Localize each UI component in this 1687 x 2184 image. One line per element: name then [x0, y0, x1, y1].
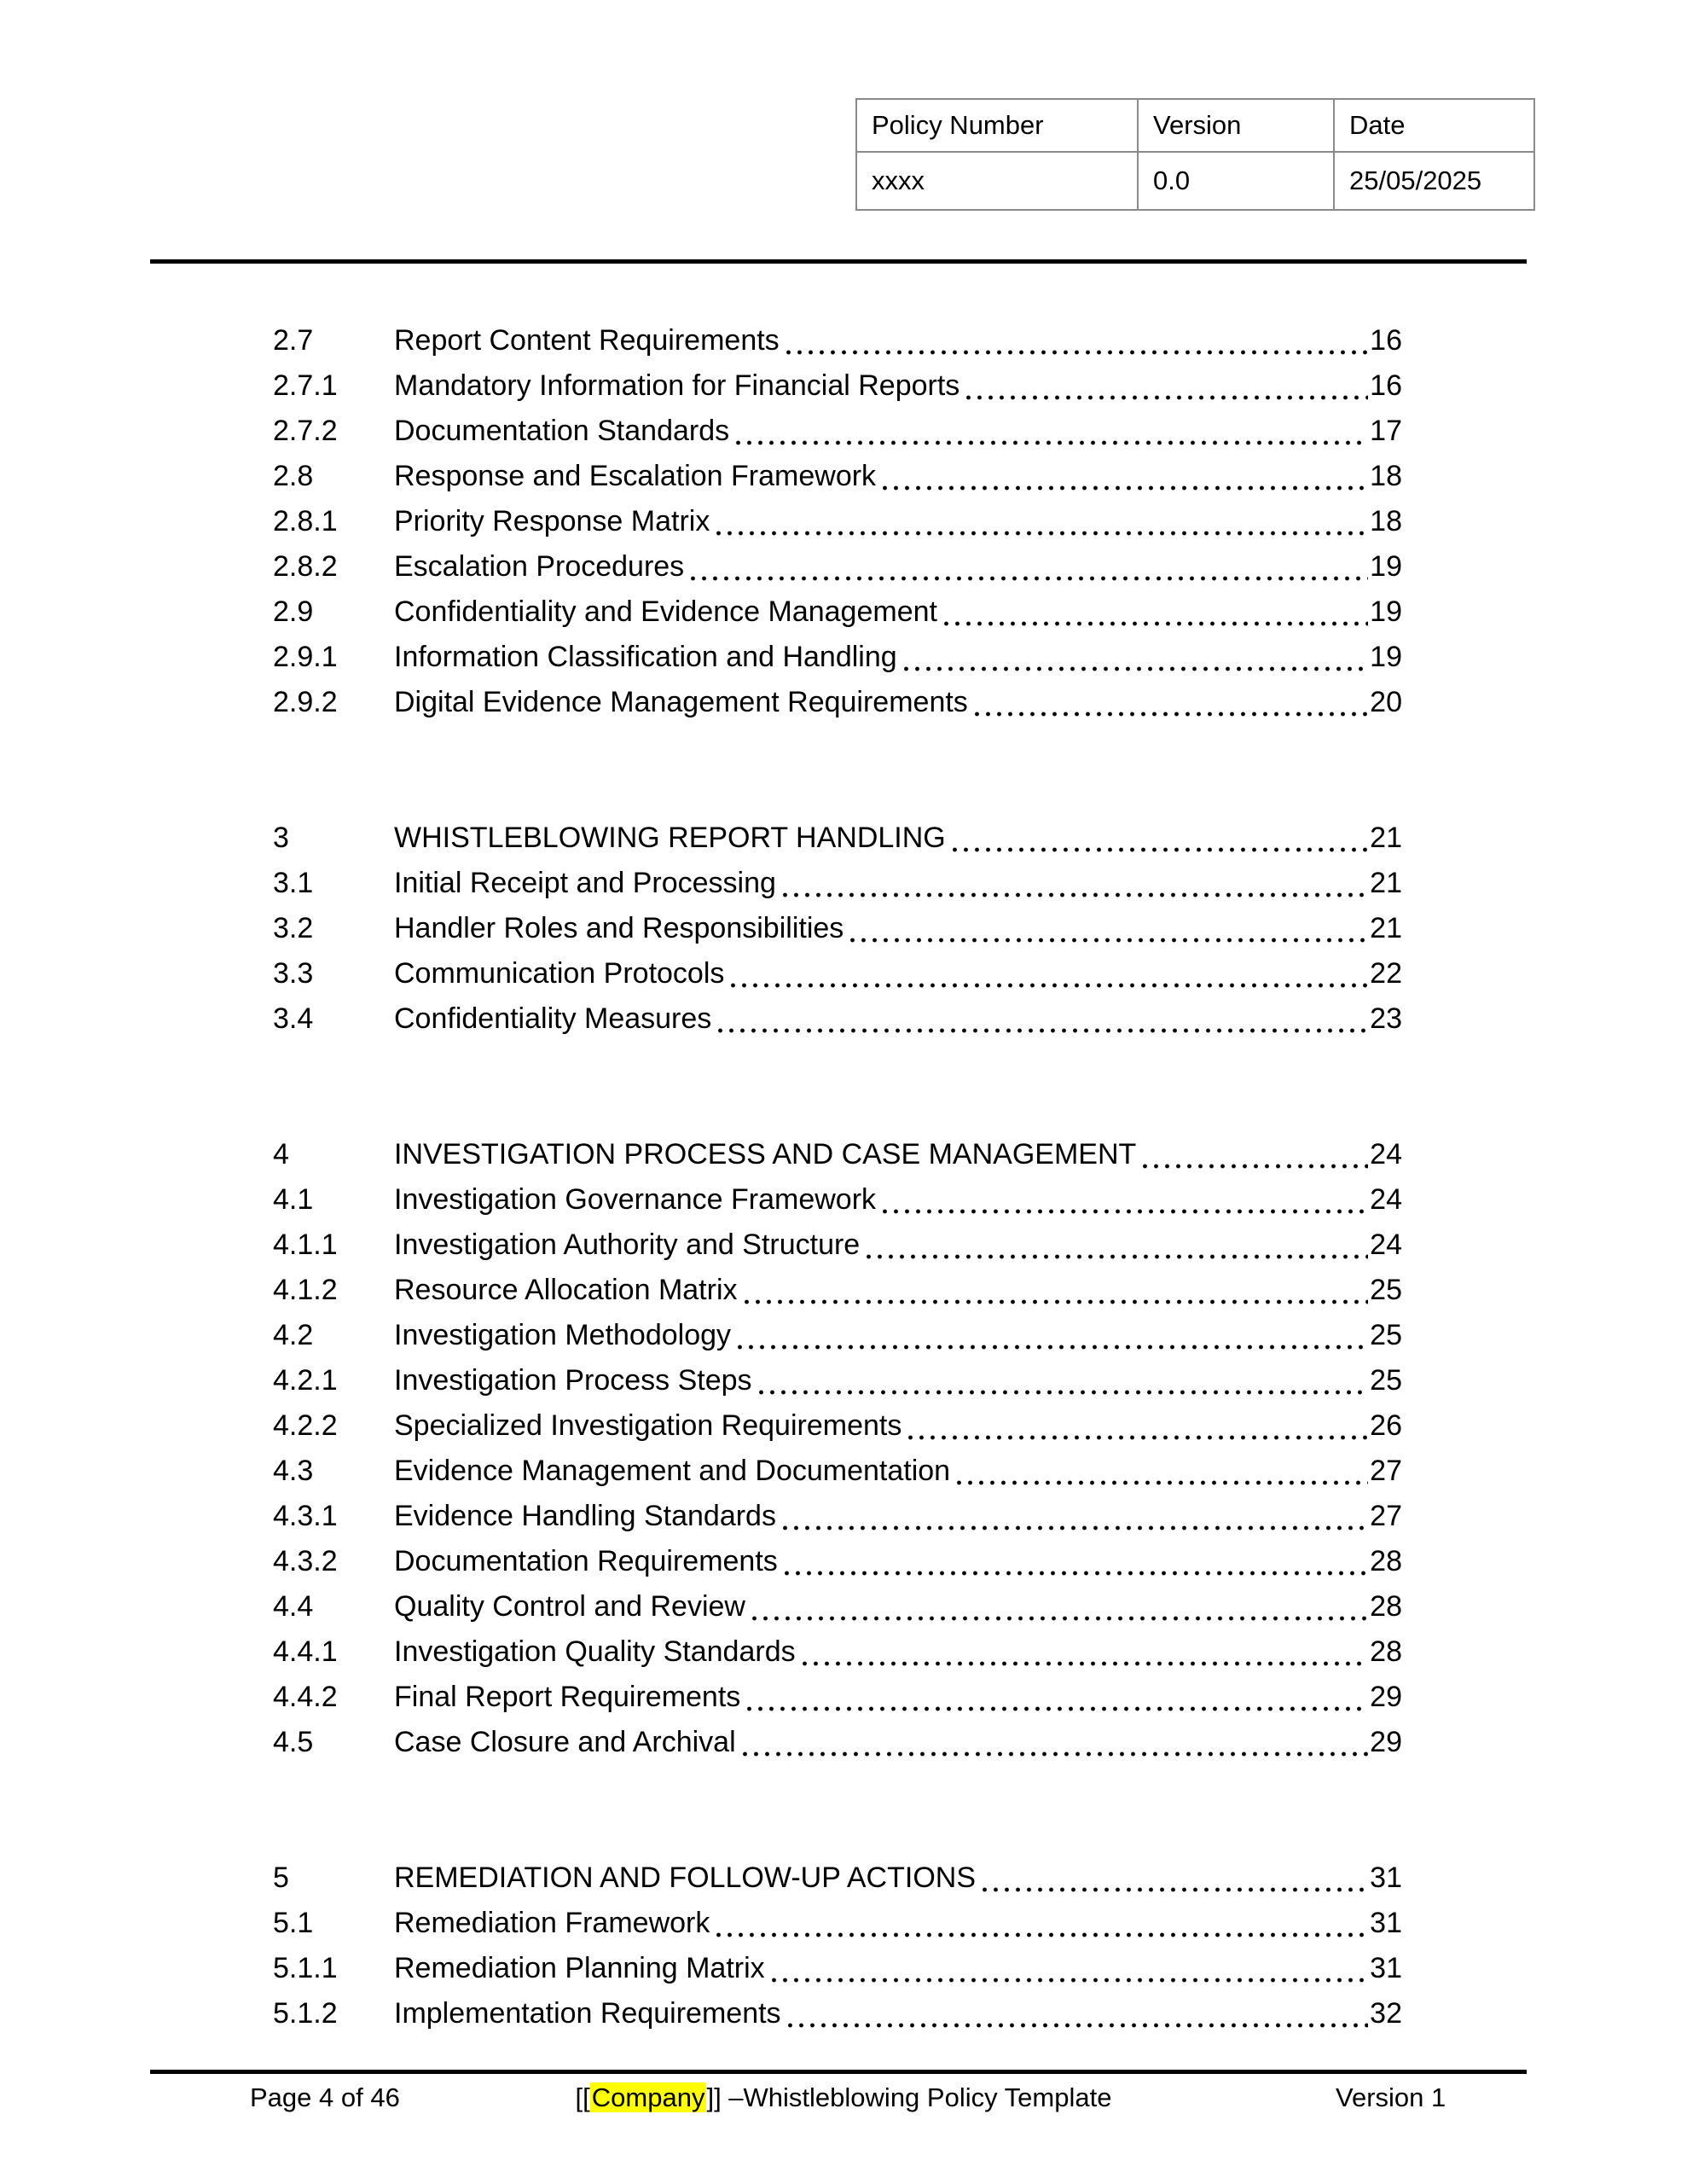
toc-entry[interactable] — [273, 1403, 1402, 1449]
version-value-cell: 0.0 — [1138, 152, 1334, 210]
toc-entry[interactable] — [273, 951, 1402, 996]
toc-entry-page: 25 — [1370, 1364, 1402, 1397]
header-table-value-row — [856, 152, 1534, 210]
toc-entry[interactable] — [273, 1268, 1402, 1313]
toc-entry-number: 4.4.2 — [273, 1681, 338, 1713]
toc-dot-leader — [908, 1430, 1368, 1440]
toc-entry-title: REMEDIATION AND FOLLOW-UP ACTIONS — [394, 1862, 976, 1894]
toc-entry[interactable] — [273, 544, 1402, 590]
toc-entry-title: Response and Escalation Framework — [394, 460, 877, 492]
toc-entry[interactable] — [273, 680, 1402, 725]
toc-dot-leader — [904, 661, 1369, 671]
toc-entry[interactable] — [273, 1584, 1402, 1629]
toc-entry-page: 21 — [1370, 867, 1402, 899]
toc-entry[interactable] — [273, 1494, 1402, 1539]
toc-entry-title: Documentation Standards — [394, 415, 730, 447]
toc-entry-page: 19 — [1370, 595, 1402, 628]
toc-entry-title: Mandatory Information for Financial Reports — [394, 369, 960, 402]
toc-entry-title: Investigation Authority and Structure — [394, 1228, 861, 1261]
version-header-cell: Version — [1138, 99, 1334, 152]
toc-entry-page: 28 — [1370, 1590, 1402, 1623]
toc-entry[interactable] — [273, 454, 1402, 499]
header-divider-rule — [150, 259, 1527, 264]
policy-number-header-cell: Policy Number — [856, 99, 1138, 152]
toc-entry-number: 4.1.1 — [273, 1228, 338, 1261]
toc-dot-leader — [759, 1385, 1369, 1395]
toc-entry-title: Confidentiality and Evidence Management — [394, 595, 937, 628]
toc-entry[interactable] — [273, 1177, 1402, 1223]
toc-dot-leader — [883, 1204, 1368, 1214]
footer-divider-rule — [150, 2070, 1527, 2074]
toc-entry-number: 4.2.2 — [273, 1409, 338, 1442]
toc-dot-leader — [731, 978, 1368, 988]
toc-entry-number: 4.3.1 — [273, 1500, 338, 1532]
toc-section-heading[interactable] — [273, 1856, 1402, 1901]
toc-dot-leader — [736, 435, 1368, 445]
toc-entry-number: 4 — [273, 1138, 289, 1170]
toc-dot-leader — [944, 616, 1368, 626]
footer-title-suffix: ]] –Whistleblowing Policy Template — [706, 2082, 1112, 2112]
toc-entry-page: 27 — [1370, 1455, 1402, 1487]
toc-entry-page: 21 — [1370, 822, 1402, 854]
toc-entry-title: Information Classification and Handling — [394, 641, 897, 673]
toc-entry-number: 5.1 — [273, 1907, 314, 1939]
toc-dot-leader — [783, 1520, 1368, 1531]
toc-entry[interactable] — [273, 409, 1402, 454]
footer-page-number: Page 4 of 46 — [250, 2082, 400, 2112]
toc-entry-page: 31 — [1370, 1907, 1402, 1939]
toc-dot-leader — [747, 1701, 1368, 1711]
toc-dot-leader — [743, 1746, 1369, 1757]
toc-entry-number: 2.7.2 — [273, 415, 338, 447]
toc-entry-number: 4.3.2 — [273, 1545, 338, 1577]
toc-entry-title: Report Content Requirements — [394, 324, 780, 357]
toc-dot-leader — [957, 1475, 1368, 1485]
toc-entry[interactable] — [273, 1901, 1402, 1946]
toc-entry[interactable] — [273, 1629, 1402, 1675]
toc-entry-number: 2.8.2 — [273, 550, 338, 583]
toc-entry[interactable] — [273, 1675, 1402, 1720]
toc-entry-page: 25 — [1370, 1319, 1402, 1351]
toc-entry-page: 21 — [1370, 912, 1402, 944]
toc-dot-leader — [738, 1339, 1368, 1350]
toc-entry-number: 3.3 — [273, 957, 314, 990]
toc-entry-number: 2.9.1 — [273, 641, 338, 673]
policy-header-table — [855, 98, 1535, 211]
toc-dot-leader — [716, 1927, 1368, 1937]
toc-entry-number: 2.9 — [273, 595, 314, 628]
footer-company-highlight: Company — [591, 2082, 705, 2112]
toc-section-heading[interactable] — [273, 816, 1402, 861]
toc-dot-leader — [783, 887, 1368, 897]
toc-entry-page: 28 — [1370, 1635, 1402, 1668]
toc-entry-page: 24 — [1370, 1228, 1402, 1261]
toc-entry-page: 22 — [1370, 957, 1402, 990]
toc-entry-number: 5.1.2 — [273, 1997, 338, 2030]
toc-dot-leader — [716, 526, 1368, 536]
toc-dot-leader — [983, 1882, 1368, 1892]
toc-entry-title: Digital Evidence Management Requirements — [394, 686, 968, 718]
toc-entry-title: Escalation Procedures — [394, 550, 685, 583]
date-header-cell: Date — [1334, 99, 1534, 152]
toc-entry-number: 4.1 — [273, 1183, 314, 1216]
toc-dot-leader — [1143, 1159, 1368, 1169]
toc-entry-number: 4.1.2 — [273, 1274, 338, 1306]
toc-dot-leader — [953, 842, 1368, 852]
toc-entry[interactable] — [273, 1539, 1402, 1584]
toc-entry-title: Specialized Investigation Requirements — [394, 1409, 902, 1442]
toc-dot-leader — [966, 390, 1368, 400]
toc-dot-leader — [788, 2018, 1369, 2028]
toc-entry[interactable] — [273, 1223, 1402, 1268]
toc-entry-number: 2.7 — [273, 324, 314, 357]
toc-entry-page: 24 — [1370, 1183, 1402, 1216]
toc-dot-leader — [975, 706, 1368, 717]
toc-dot-leader — [867, 1249, 1368, 1259]
toc-entry-page: 20 — [1370, 686, 1402, 718]
toc-entry-title: Evidence Handling Standards — [394, 1500, 776, 1532]
toc-entry-number: 4.5 — [273, 1726, 314, 1758]
toc-entry-page: 28 — [1370, 1545, 1402, 1577]
toc-entry-number: 2.8.1 — [273, 505, 338, 537]
toc-entry[interactable] — [273, 1358, 1402, 1403]
toc-dot-leader — [718, 1023, 1368, 1033]
toc-entry-page: 16 — [1370, 324, 1402, 357]
toc-entry-page: 27 — [1370, 1500, 1402, 1532]
toc-entry-page: 31 — [1370, 1862, 1402, 1894]
toc-entry[interactable] — [273, 590, 1402, 635]
toc-entry-title: Remediation Framework — [394, 1907, 710, 1939]
toc-entry-title: Priority Response Matrix — [394, 505, 710, 537]
toc-dot-leader — [883, 480, 1368, 491]
toc-entry-number: 2.7.1 — [273, 369, 338, 402]
toc-entry-number: 4.4 — [273, 1590, 314, 1623]
toc-entry-number: 4.4.1 — [273, 1635, 338, 1668]
toc-section-heading[interactable] — [273, 1132, 1402, 1177]
toc-entry-title: Implementation Requirements — [394, 1997, 781, 2030]
toc-entry-title: Resource Allocation Matrix — [394, 1274, 738, 1306]
toc-entry[interactable] — [273, 996, 1402, 1042]
toc-entry-page: 29 — [1370, 1681, 1402, 1713]
toc-entry-page: 18 — [1370, 460, 1402, 492]
policy-number-value-cell: xxxx — [856, 152, 1138, 210]
toc-entry-page: 26 — [1370, 1409, 1402, 1442]
toc-entry-number: 3 — [273, 822, 289, 854]
toc-entry-title: WHISTLEBLOWING REPORT HANDLING — [394, 822, 946, 854]
toc-entry-page: 19 — [1370, 641, 1402, 673]
toc-entry-title: Confidentiality Measures — [394, 1002, 712, 1035]
toc-entry-number: 4.2.1 — [273, 1364, 338, 1397]
toc-dot-leader — [785, 1565, 1368, 1576]
toc-entry-title: Investigation Methodology — [394, 1319, 732, 1351]
toc-entry[interactable] — [273, 499, 1402, 544]
toc-entry-title: Quality Control and Review — [394, 1590, 745, 1623]
toc-dot-leader — [803, 1656, 1369, 1666]
toc-entry-page: 19 — [1370, 550, 1402, 583]
toc-entry-number: 2.9.2 — [273, 686, 338, 718]
toc-entry-page: 25 — [1370, 1274, 1402, 1306]
toc-entry[interactable] — [273, 363, 1402, 409]
toc-dot-leader — [772, 1972, 1369, 1983]
toc-entry-page: 32 — [1370, 1997, 1402, 2030]
toc-entry[interactable] — [273, 318, 1402, 363]
toc-entry-page: 31 — [1370, 1952, 1402, 1984]
toc-entry-page: 23 — [1370, 1002, 1402, 1035]
table-of-contents — [273, 318, 1402, 2036]
toc-entry-number: 3.4 — [273, 1002, 314, 1035]
toc-entry-title: Initial Receipt and Processing — [394, 867, 776, 899]
toc-entry-title: Documentation Requirements — [394, 1545, 778, 1577]
toc-entry-page: 17 — [1370, 415, 1402, 447]
toc-entry-title: Investigation Governance Framework — [394, 1183, 877, 1216]
footer-title-prefix: [[ — [575, 2082, 590, 2112]
toc-entry-title: Remediation Planning Matrix — [394, 1952, 765, 1984]
toc-entry[interactable] — [273, 1946, 1402, 1991]
toc-entry-page: 16 — [1370, 369, 1402, 402]
toc-dot-leader — [850, 932, 1368, 943]
toc-entry-number: 4.3 — [273, 1455, 314, 1487]
toc-entry-number: 4.2 — [273, 1319, 314, 1351]
toc-entry[interactable] — [273, 861, 1402, 906]
toc-entry[interactable] — [273, 1313, 1402, 1358]
toc-dot-leader — [786, 345, 1368, 355]
toc-entry-title: Investigation Process Steps — [394, 1364, 752, 1397]
toc-dot-leader — [745, 1294, 1369, 1304]
toc-entry-title: Investigation Quality Standards — [394, 1635, 796, 1668]
toc-dot-leader — [691, 571, 1368, 581]
toc-entry-number: 2.8 — [273, 460, 314, 492]
toc-entry-number: 3.1 — [273, 867, 314, 899]
toc-dot-leader — [752, 1611, 1368, 1621]
toc-entry[interactable] — [273, 635, 1402, 680]
toc-entry[interactable] — [273, 1991, 1402, 2036]
toc-entry-title: Case Closure and Archival — [394, 1726, 736, 1758]
toc-entry-title: Final Report Requirements — [394, 1681, 741, 1713]
toc-entry-number: 5.1.1 — [273, 1952, 338, 1984]
toc-entry-number: 5 — [273, 1862, 289, 1894]
toc-entry-title: Handler Roles and Responsibilities — [394, 912, 844, 944]
toc-entry-title: Evidence Management and Documentation — [394, 1455, 951, 1487]
toc-entry-title: Communication Protocols — [394, 957, 725, 990]
footer-version: Version 1 — [1336, 2082, 1446, 2112]
toc-entry[interactable] — [273, 1449, 1402, 1494]
toc-entry-page: 18 — [1370, 505, 1402, 537]
header-table-header-row — [856, 99, 1534, 152]
toc-entry-page: 24 — [1370, 1138, 1402, 1170]
date-value-cell: 25/05/2025 — [1334, 152, 1534, 210]
toc-entry-number: 3.2 — [273, 912, 314, 944]
toc-entry-title: INVESTIGATION PROCESS AND CASE MANAGEMENT — [394, 1138, 1137, 1170]
toc-entry-page: 29 — [1370, 1726, 1402, 1758]
toc-entry[interactable] — [273, 906, 1402, 951]
toc-entry[interactable] — [273, 1720, 1402, 1765]
